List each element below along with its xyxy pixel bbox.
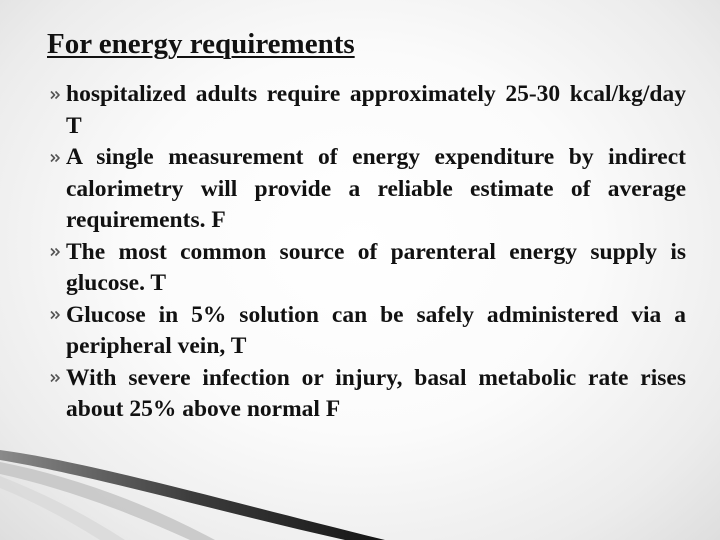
- chevron-double-right-icon: [48, 142, 62, 174]
- chevron-double-right-icon: [48, 300, 62, 332]
- bullet-text: A single measurement of energy expenditure by indirect calorimetry will provide a reliable estimate of average requirements. F: [66, 144, 686, 233]
- bullet-text: hospitalized adults require approximately 25-30 kcal/kg/day T: [66, 81, 686, 139]
- chevron-double-right-icon: [48, 79, 62, 111]
- chevron-double-right-icon: [48, 363, 62, 395]
- slide-title: For energy requirements: [47, 28, 355, 60]
- bullet-text: With severe infection or injury, basal metabolic rate rises about 25% above normal F: [66, 364, 686, 422]
- bullet-text: The most common source of parenteral energy supply is glucose. T: [66, 238, 686, 296]
- bullet-item: [46, 79, 686, 142]
- bullet-item: [46, 300, 686, 363]
- bullet-item: [46, 142, 686, 237]
- bullet-text: Glucose in 5% solution can be safely administered via a peripheral vein, T: [66, 301, 686, 359]
- chevron-double-right-icon: [48, 237, 62, 269]
- bullet-list: [46, 79, 686, 426]
- bullet-item: [46, 363, 686, 426]
- bullet-item: [46, 237, 686, 300]
- decorative-swoosh: [0, 450, 720, 540]
